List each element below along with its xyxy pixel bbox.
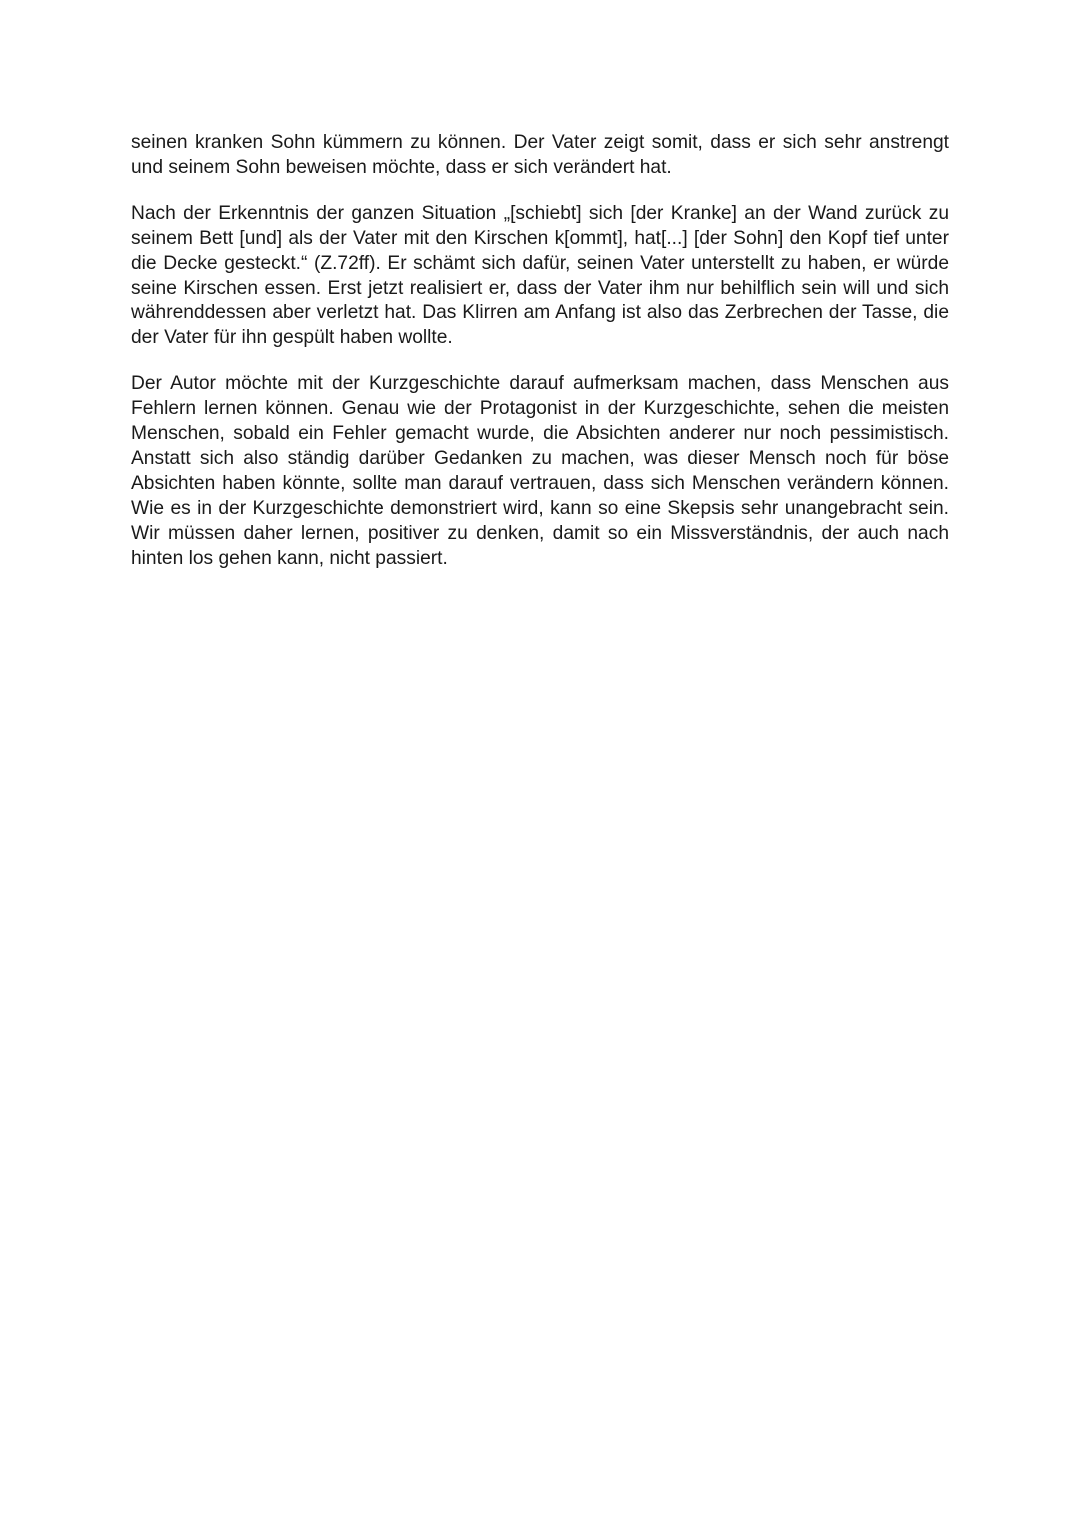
document-body [131,131,949,593]
paragraph-1: seinen kranken Sohn kümmern zu können. Der Vater zeigt somit, dass er sich sehr anstrengt und seinem Sohn beweisen möchte, dass er sich verändert hat. [131,132,949,178]
paragraph-3: Der Autor möchte mit der Kurzgeschichte darauf aufmerksam machen, dass Menschen aus Fehlern lernen können. Genau wie der Protagonist in der Kurzgeschichte, sehen die meisten Menschen, sobald ein Fehler gemacht wurde, die Absichten anderer nur noch pessimistisch. Anstatt sich also ständig darüber Gedanken zu machen, was dieser Mensch noch für böse Absichten haben könnte, sollte man darauf vertrauen, dass sich Menschen verändern können. Wie es in der Kurzgeschichte demonstriert wird, kann so eine Skepsis sehr unangebracht sein. Wir müssen daher lernen, positiver zu denken, damit so ein Missverständnis, der auch nach hinten los gehen kann, nicht passiert. [131,373,949,569]
paragraph-2: Nach der Erkenntnis der ganzen Situation „[schiebt] sich [der Kranke] an der Wand zurück zu seinem Bett [und] als der Vater mit den Kirschen k[ommt], hat[...] [der Sohn] den Kopf tief unter die Decke gesteckt.“ (Z.72ff). Er schämt sich dafür, seinen Vater unterstellt zu haben, er würde seine Kirschen essen. Erst jetzt realisiert er, dass der Vater ihm nur behilflich sein will und sich währenddessen aber verletzt hat. Das Klirren am Anfang ist also das Zerbrechen der Tasse, die der Vater für ihn gespült haben wollte. [131,202,949,349]
